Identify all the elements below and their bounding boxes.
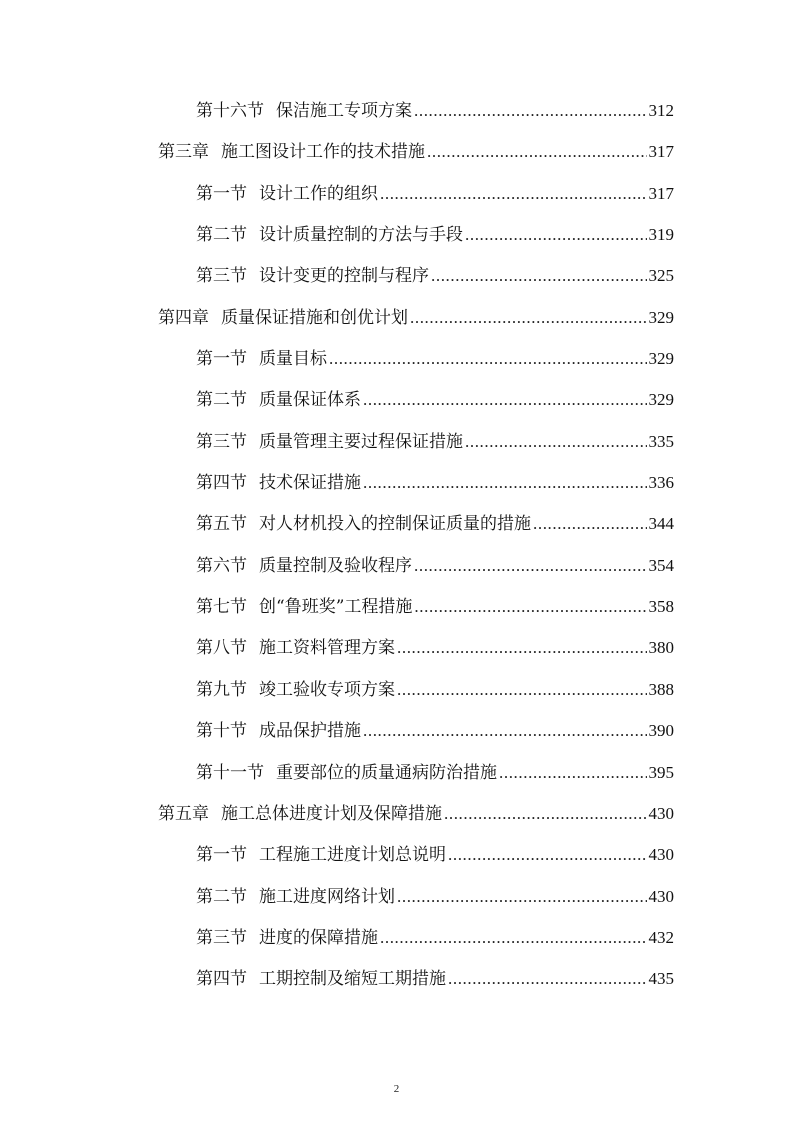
toc-entry-label: 第二节: [196, 390, 247, 411]
toc-entry-label: 第九节: [196, 679, 247, 700]
toc-section-entry[interactable]: [196, 379, 674, 420]
toc-dot-leader: [533, 503, 647, 544]
toc-page-number: 329: [648, 307, 674, 327]
toc-entry-title: 设计变更的控制与程序: [259, 266, 429, 287]
toc-entry-label: 第三节: [196, 266, 247, 287]
table-of-contents: [0, 90, 793, 1000]
toc-page-number: 319: [648, 225, 674, 245]
toc-entry-title: 工期控制及缩短工期措施: [259, 969, 446, 990]
toc-dot-leader: [444, 793, 647, 834]
toc-dot-leader: [465, 214, 647, 255]
toc-entry-label: 第十一节: [196, 762, 264, 783]
toc-dot-leader: [397, 876, 647, 917]
toc-entry-label: 第七节: [196, 597, 247, 618]
toc-page-number: 344: [648, 514, 674, 534]
toc-page-number: 430: [648, 886, 674, 906]
toc-section-entry[interactable]: [196, 338, 674, 379]
toc-dot-leader: [410, 297, 647, 338]
toc-page-number: 432: [648, 927, 674, 947]
toc-entry-title: 施工总体进度计划及保障措施: [221, 803, 442, 824]
toc-page-number: 395: [648, 762, 674, 782]
toc-entry-label: 第十六节: [196, 101, 264, 121]
toc-entry-title: 技术保证措施: [259, 473, 361, 494]
toc-entry-label: 第四节: [196, 969, 247, 990]
toc-entry-title: 设计工作的组织: [259, 183, 378, 204]
toc-section-entry[interactable]: [196, 834, 674, 875]
toc-entry-title: 竣工验收专项方案: [259, 679, 395, 700]
toc-page-number: 325: [648, 266, 674, 286]
toc-page-number: 354: [648, 555, 674, 575]
toc-page-number: 435: [648, 969, 674, 989]
toc-entry-title: 设计质量控制的方法与手段: [259, 225, 463, 246]
toc-dot-leader: [363, 379, 647, 420]
toc-page-number: 390: [648, 721, 674, 741]
toc-dot-leader: [363, 710, 647, 751]
toc-section-entry[interactable]: [196, 503, 674, 544]
toc-dot-leader: [427, 131, 647, 172]
toc-section-entry[interactable]: [196, 710, 674, 751]
toc-entry-label: 第八节: [196, 638, 247, 659]
toc-dot-leader: [380, 173, 647, 214]
toc-section-entry[interactable]: [196, 876, 674, 917]
toc-dot-leader: [329, 338, 647, 379]
toc-entry-title: 对人材机投入的控制保证质量的措施: [259, 514, 531, 535]
toc-entry-title: 施工进度网络计划: [259, 886, 395, 907]
toc-page-number: 388: [648, 679, 674, 699]
toc-dot-leader: [397, 669, 647, 710]
toc-section-entry[interactable]: [196, 586, 674, 627]
toc-page-number: 430: [648, 845, 674, 865]
toc-chapter-entry[interactable]: [158, 297, 674, 338]
toc-section-entry[interactable]: [196, 669, 674, 710]
toc-dot-leader: [363, 462, 647, 503]
toc-page-number: 430: [648, 803, 674, 823]
toc-dot-leader: [380, 917, 647, 958]
toc-entry-title: 重要部位的质量通病防治措施: [276, 762, 497, 783]
toc-entry-label: 第二节: [196, 886, 247, 907]
toc-section-entry[interactable]: [196, 627, 674, 668]
toc-page-number: 312: [648, 101, 674, 120]
toc-section-entry[interactable]: [196, 917, 674, 958]
toc-section-entry[interactable]: [196, 173, 674, 214]
toc-dot-leader: [465, 421, 647, 462]
toc-dot-leader: [448, 958, 647, 999]
toc-entry-label: 第二节: [196, 225, 247, 246]
toc-dot-leader: [414, 586, 646, 627]
toc-chapter-entry[interactable]: [158, 793, 674, 834]
toc-page-number: 317: [648, 142, 674, 162]
toc-entry-label: 第三节: [196, 927, 247, 948]
page-number: 2: [393, 1083, 400, 1095]
toc-dot-leader: [431, 255, 647, 296]
toc-entry-title: 成品保护措施: [259, 721, 361, 742]
toc-entry-label: 第一节: [196, 349, 247, 370]
toc-entry-title: 施工资料管理方案: [259, 638, 395, 659]
toc-entry-title: 工程施工进度计划总说明: [259, 845, 446, 866]
toc-page-number: 329: [648, 349, 674, 369]
toc-section-entry[interactable]: [196, 462, 674, 503]
toc-page-number: 358: [648, 597, 674, 617]
toc-dot-leader: [414, 90, 647, 131]
toc-section-entry[interactable]: [196, 752, 674, 793]
toc-entry-title: 质量保证措施和创优计划: [221, 307, 408, 328]
toc-chapter-entry[interactable]: [158, 131, 674, 172]
toc-entry-title: 施工图设计工作的技术措施: [221, 142, 425, 163]
toc-section-entry[interactable]: [196, 90, 674, 131]
toc-section-entry[interactable]: [196, 421, 674, 462]
toc-dot-leader: [414, 545, 647, 586]
toc-entry-title: 质量目标: [259, 349, 327, 370]
toc-entry-title: 质量管理主要过程保证措施: [259, 431, 463, 452]
toc-entry-label: 第一节: [196, 845, 247, 866]
toc-section-entry[interactable]: [196, 545, 674, 586]
toc-page-number: 336: [648, 473, 674, 493]
toc-entry-label: 第十节: [196, 721, 247, 742]
toc-page-number: 329: [648, 390, 674, 410]
toc-section-entry[interactable]: [196, 958, 674, 999]
toc-entry-label: 第一节: [196, 183, 247, 204]
toc-entry-title: 创“鲁班奖”工程措施: [259, 597, 413, 618]
toc-entry-label: 第四章: [158, 307, 209, 328]
toc-entry-label: 第六节: [196, 555, 247, 576]
toc-entry-label: 第五节: [196, 514, 247, 535]
toc-entry-label: 第三节: [196, 431, 247, 452]
toc-entry-title: 保洁施工专项方案: [276, 101, 412, 121]
toc-entry-title: 质量保证体系: [259, 390, 361, 411]
toc-page-number: 380: [648, 638, 674, 658]
toc-page-number: 335: [648, 431, 674, 451]
toc-entry-title: 质量控制及验收程序: [259, 555, 412, 576]
toc-section-entry[interactable]: [196, 255, 674, 296]
toc-page-number: 317: [648, 183, 674, 203]
toc-entry-title: 进度的保障措施: [259, 927, 378, 948]
toc-section-entry[interactable]: [196, 214, 674, 255]
toc-entry-label: 第四节: [196, 473, 247, 494]
toc-dot-leader: [397, 627, 647, 668]
toc-entry-label: 第三章: [158, 142, 209, 163]
toc-dot-leader: [448, 834, 647, 875]
toc-dot-leader: [499, 752, 647, 793]
toc-entry-label: 第五章: [158, 803, 209, 824]
